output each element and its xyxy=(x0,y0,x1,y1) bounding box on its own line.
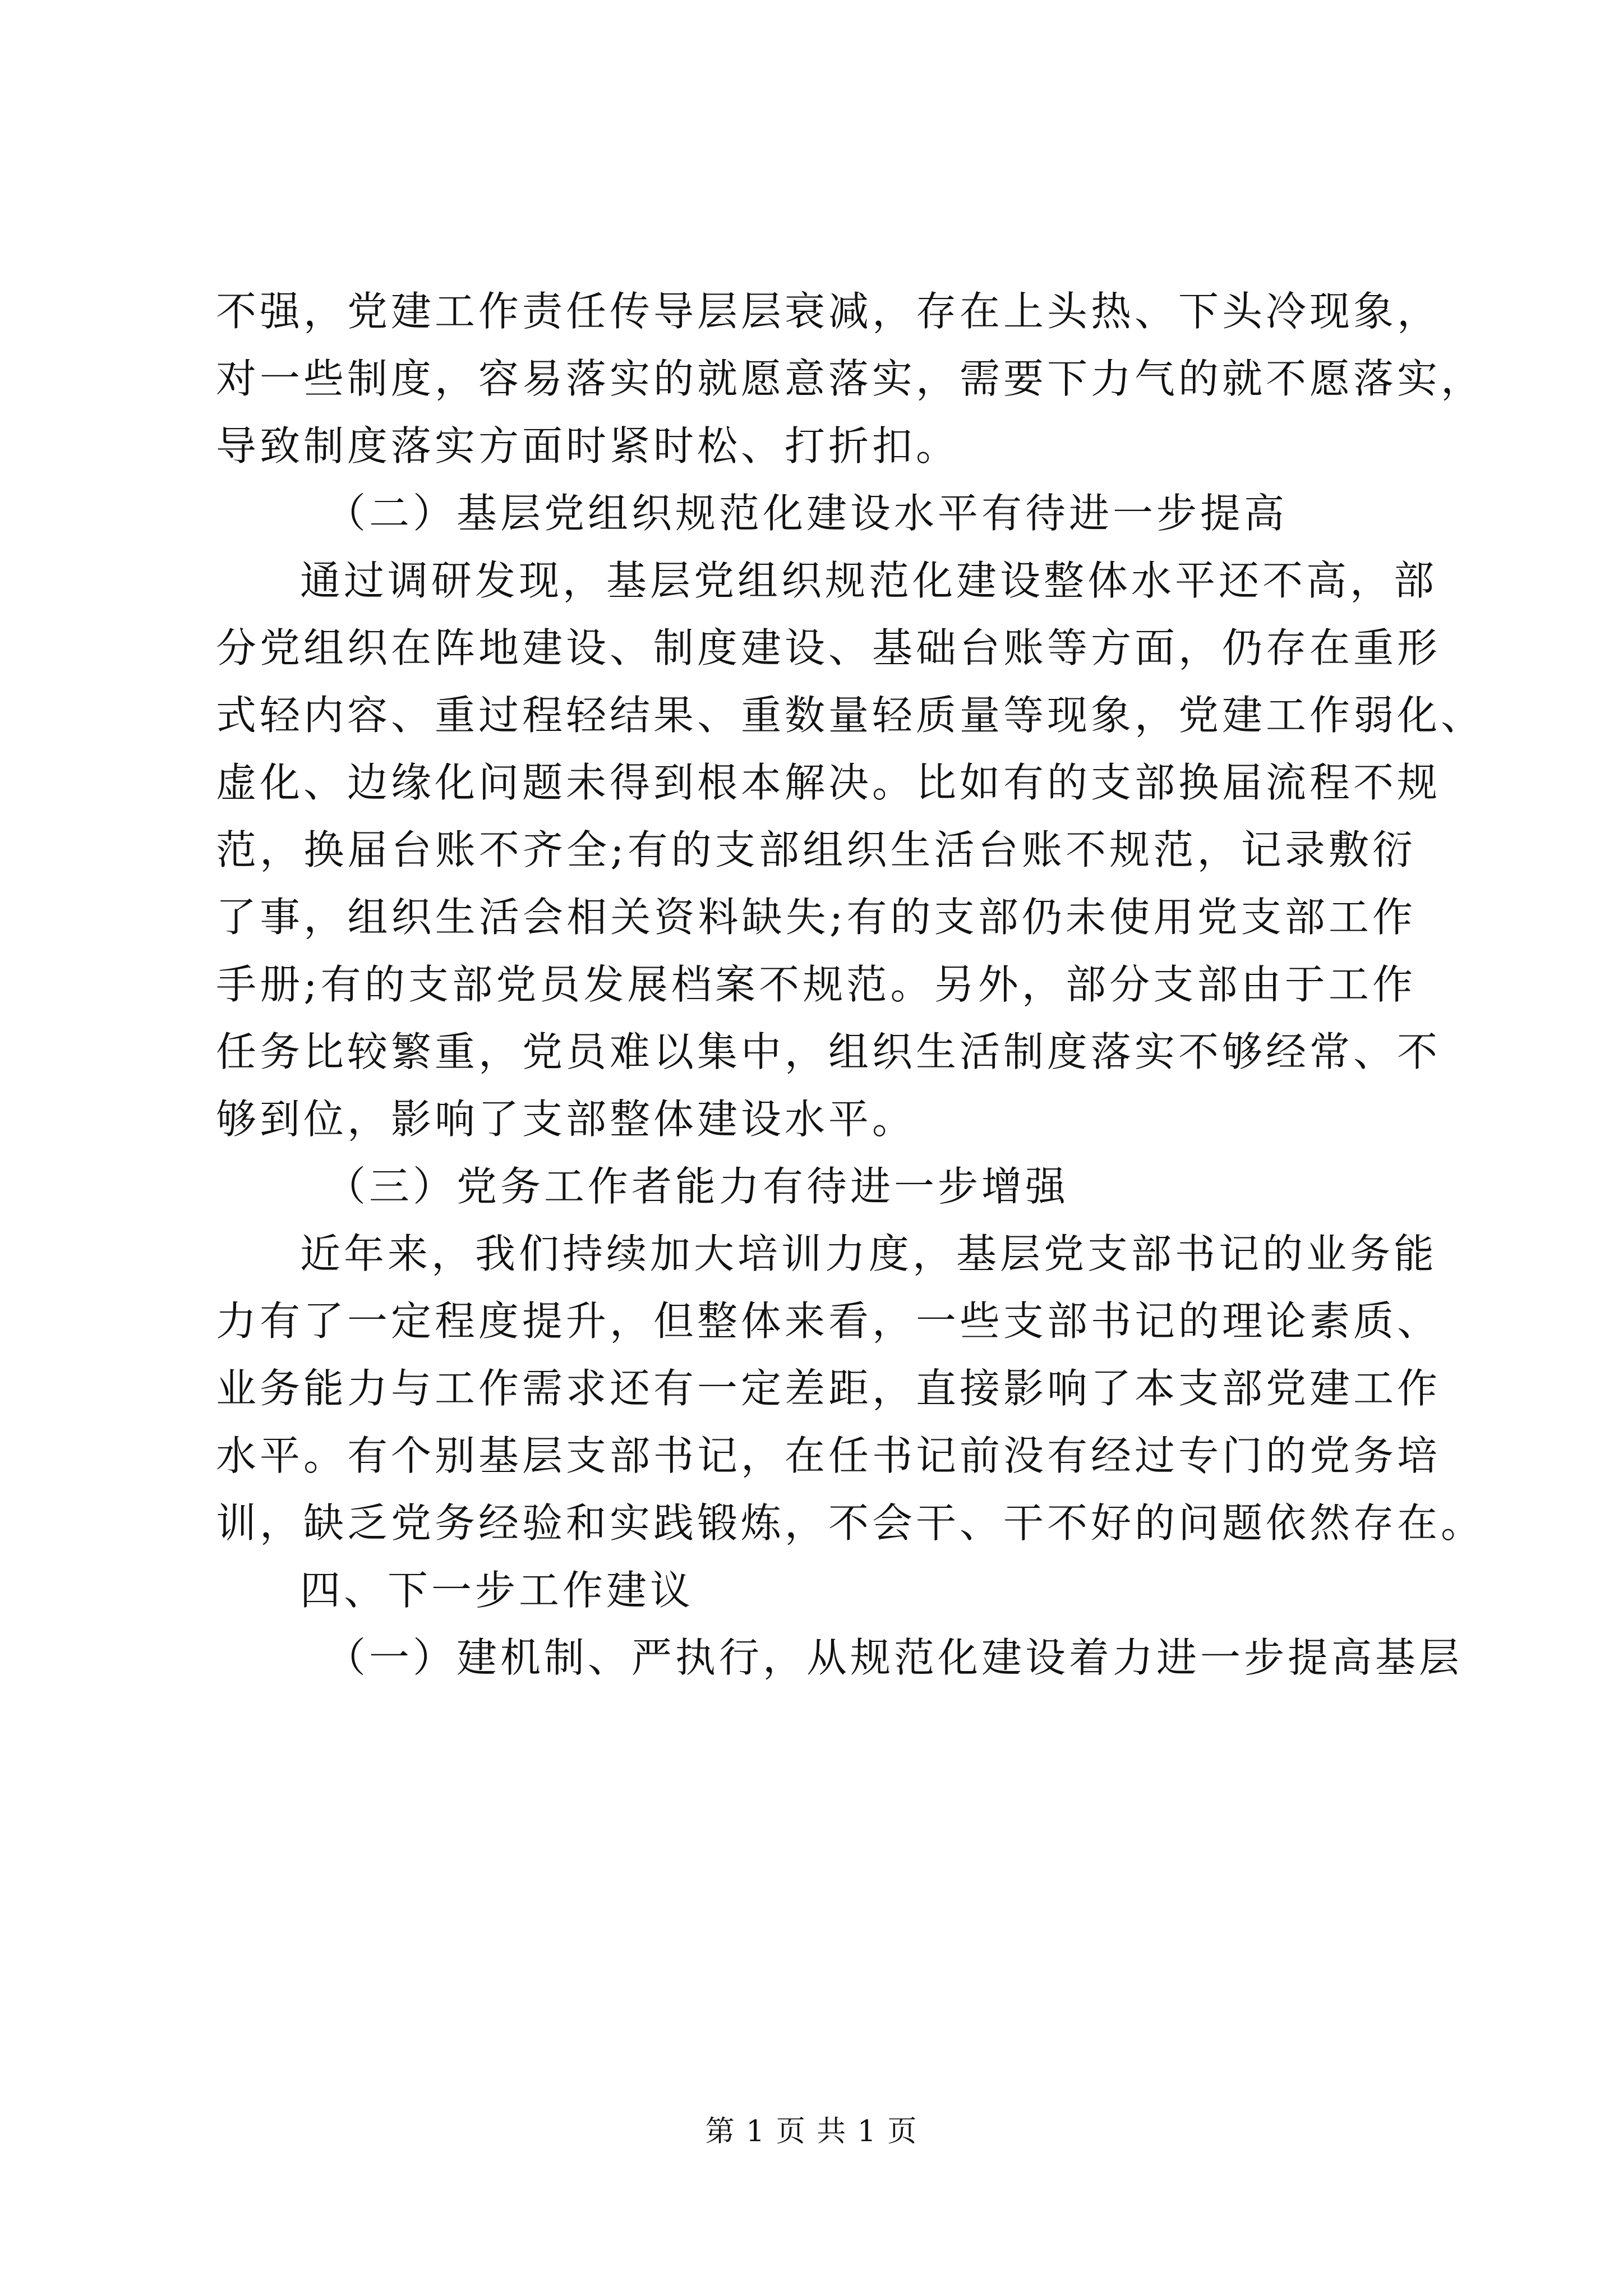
text-line: 够到位，影响了支部整体建设水平。 xyxy=(216,1096,916,1143)
section-heading: （一）建机制、严执行，从规范化建设着力进一步提高基层 xyxy=(325,1634,1463,1681)
section-heading: （二）基层党组织规范化建设水平有待进一步提高 xyxy=(325,490,1288,537)
text-line: 不强，党建工作责任传导层层衰减，存在上头热、下头冷现象， xyxy=(216,288,1441,335)
text-line: 业务能力与工作需求还有一定差距，直接影响了本支部党建工作 xyxy=(216,1365,1441,1412)
body-text xyxy=(216,278,1485,1691)
section-heading: （三）党务工作者能力有待进一步增强 xyxy=(325,1163,1069,1210)
text-line: 了事，组织生活会相关资料缺失;有的支部仍未使用党支部工作 xyxy=(216,894,1416,941)
text-line: 分党组织在阵地建设、制度建设、基础台账等方面，仍存在重形 xyxy=(216,624,1441,671)
text-line: 范，换届台账不齐全;有的支部组织生活台账不规范，记录敷衍 xyxy=(216,826,1416,873)
text-line: 对一些制度，容易落实的就愿意落实，需要下力气的就不愿落实， xyxy=(216,355,1485,402)
text-line: 虚化、边缘化问题未得到根本解决。比如有的支部换届流程不规 xyxy=(216,759,1441,806)
text-line: 训，缺乏党务经验和实践锻炼，不会干、干不好的问题依然存在。 xyxy=(216,1499,1485,1547)
text-line: 近年来，我们持续加大培训力度，基层党支部书记的业务能 xyxy=(300,1230,1438,1277)
text-line: 力有了一定程度提升，但整体来看，一些支部书记的理论素质、 xyxy=(216,1297,1441,1345)
text-line: 式轻内容、重过程轻结果、重数量轻质量等现象，党建工作弱化、 xyxy=(216,692,1485,739)
chapter-heading: 四、下一步工作建议 xyxy=(300,1567,694,1614)
text-line: 水平。有个别基层支部书记，在任书记前没有经过专门的党务培 xyxy=(216,1432,1441,1479)
text-line: 手册;有的支部党员发展档案不规范。另外，部分支部由于工作 xyxy=(216,961,1416,1008)
text-line: 导致制度落实方面时紧时松、打折扣。 xyxy=(216,422,960,470)
page-footer: 第 1 页 共 1 页 xyxy=(705,2115,918,2148)
text-line: 任务比较繁重，党员难以集中，组织生活制度落实不够经常、不 xyxy=(216,1028,1441,1075)
text-line: 通过调研发现，基层党组织规范化建设整体水平还不高，部 xyxy=(300,557,1438,604)
